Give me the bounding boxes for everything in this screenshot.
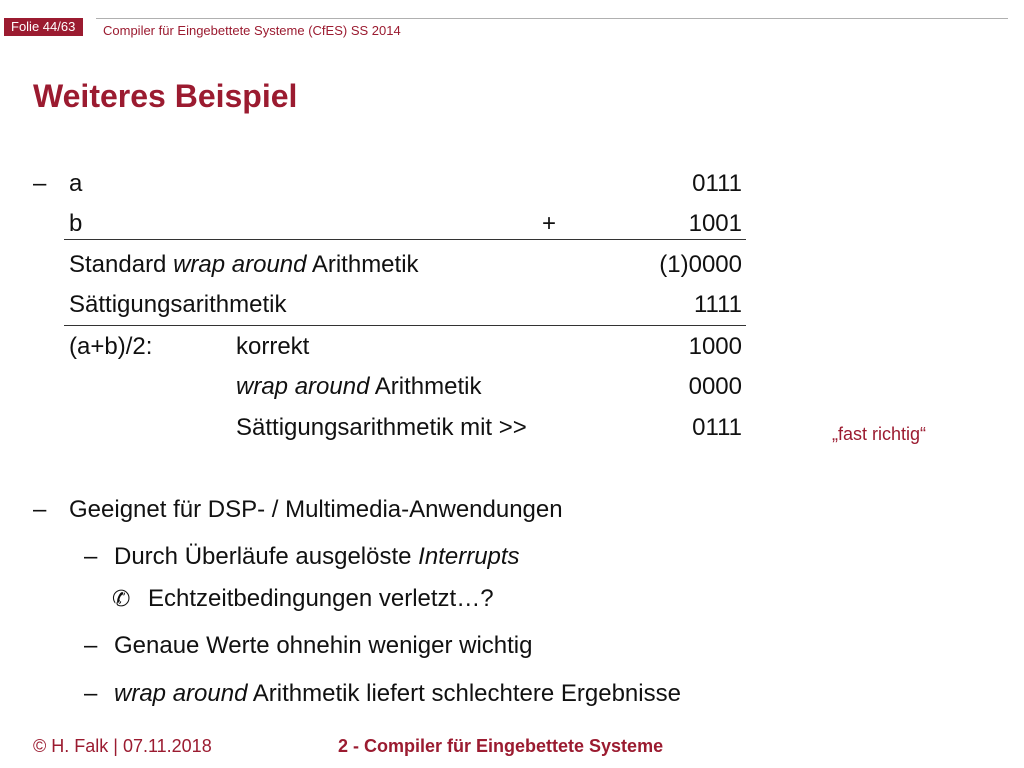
row-a-value: 0111 <box>692 170 742 197</box>
sub-bullet-dash: – <box>84 543 98 570</box>
slide-number-badge: Folie 44/63 <box>4 18 83 36</box>
avg-correct-value: 1000 <box>688 333 742 360</box>
row-wrap-label: Standard wrap around Arithmetik <box>69 251 419 278</box>
avg-wrap-value: 0000 <box>688 373 742 400</box>
fast-richtig-note: „fast richtig“ <box>832 424 927 444</box>
course-title: Compiler für Eingebettete Systeme (CfES) SS 2014 <box>103 23 401 38</box>
row-b-label: b <box>69 210 83 237</box>
sub-bullet-wrap: wrap around Arithmetik liefert schlechtere Ergebnisse <box>114 680 681 707</box>
avg-sat-label: Sättigungsarithmetik mit >> <box>236 414 527 441</box>
avg-wrap-label: wrap around Arithmetik <box>236 373 482 400</box>
row-b-value: 1001 <box>688 210 742 237</box>
footer-author-date: © H. Falk | 07.11.2018 <box>33 736 212 756</box>
row-sat-label: Sättigungsarithmetik <box>69 291 287 318</box>
bullet-dash: – <box>33 496 47 523</box>
sub-bullet-echtzeit: Echtzeitbedingungen verletzt…? <box>148 585 494 612</box>
bullet-dsp: Geeignet für DSP- / Multimedia-Anwendungen <box>69 496 563 523</box>
row-b-operator: + <box>542 210 557 237</box>
sub-bullet-dash: – <box>84 680 98 707</box>
avg-correct-label: korrekt <box>236 333 310 360</box>
sub-bullet-dash: – <box>84 632 98 659</box>
footer-lecture-title: 2 - Compiler für Eingebettete Systeme <box>338 736 664 756</box>
sum-rule <box>64 239 746 240</box>
avg-sat-value: 0111 <box>692 414 742 441</box>
row-a-label: a <box>69 170 83 197</box>
row-sat-value: 1111 <box>693 291 742 318</box>
row-wrap-value: (1)0000 <box>659 251 742 278</box>
avg-rule <box>64 325 746 326</box>
sub-bullet-genaue: Genaue Werte ohnehin weniger wichtig <box>114 632 533 659</box>
hand-pointing-icon: ✆ <box>112 586 131 611</box>
slide-title: Weiteres Beispiel <box>33 78 298 114</box>
sub-bullet-interrupts: Durch Überläufe ausgelöste Interrupts <box>114 543 520 570</box>
avg-label: (a+b)/2: <box>69 333 153 360</box>
bullet-dash: – <box>33 170 47 197</box>
